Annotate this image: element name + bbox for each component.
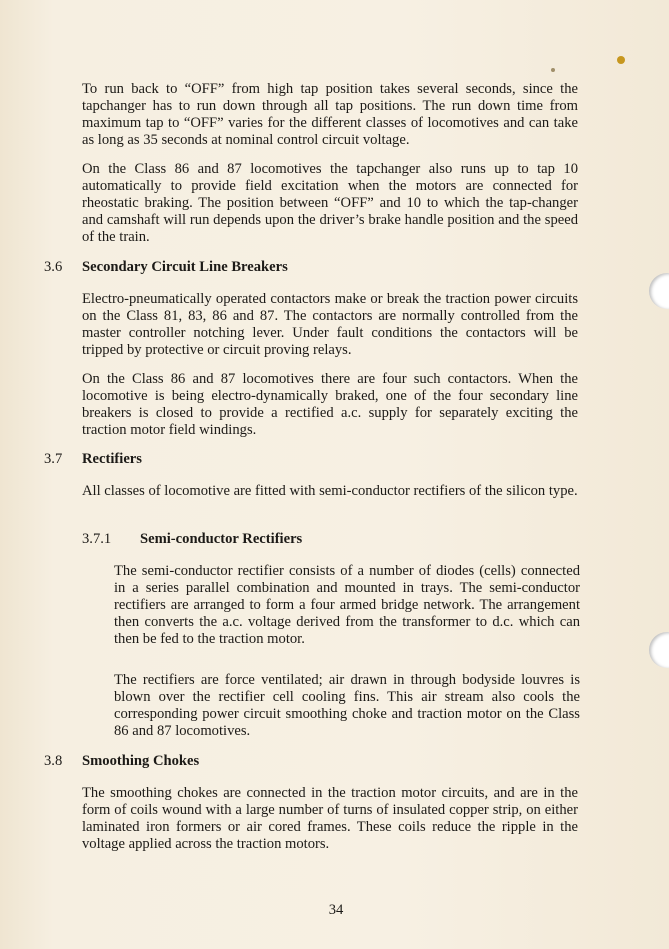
section-number: 3.8 bbox=[44, 753, 63, 769]
section-title: Semi-conductor Rectifiers bbox=[140, 531, 303, 547]
paragraph-run-back: To run back to “OFF” from high tap position takes several seconds, since the tapchanger has to run down through all tap positions. The run down time from maximum tap to “OFF” varies for the different classes of locomotives and can take as long as 35 seconds at nominal control circuit voltage. bbox=[82, 81, 578, 148]
section-title: Secondary Circuit Line Breakers bbox=[82, 259, 288, 275]
section-title: Rectifiers bbox=[82, 451, 142, 467]
section-number: 3.7.1 bbox=[82, 531, 112, 547]
paragraph-semi-conductor-1: The semi-conductor rectifier consists of a number of diodes (cells) connected in a series parallel combination and mounted in trays. The semi-conductor rectifiers are arranged to form a four armed bridge network. The arrangement then converts the a.c. voltage derived from the transformer to d.c. which can then be fed to the traction motor. bbox=[114, 563, 580, 647]
paragraph-class-86-87-tapchanger: On the Class 86 and 87 locomotives the tapchanger also runs up to tap 10 automatically to provide field excitation when the motors are connected for rheostatic braking. The position between “OFF” and 10 to which the tap-changer and camshaft will run depends upon the driver’s brake handle position and the speed of the train. bbox=[82, 161, 578, 245]
binder-punch-hole bbox=[649, 273, 669, 309]
paragraph-rectifiers: All classes of locomotive are fitted with semi-conductor rectifiers of the silicon type. bbox=[82, 483, 578, 499]
paragraph-semi-conductor-2: The rectifiers are force ventilated; air drawn in through bodyside louvres is blown over the rectifier cell cooling fins. This air stream also cools the corresponding power circuit smoothing choke and traction motor on the Class 86 and 87 locomotives. bbox=[114, 672, 580, 739]
section-title: Smoothing Chokes bbox=[82, 753, 200, 769]
section-number: 3.7 bbox=[44, 451, 63, 467]
section-number: 3.6 bbox=[44, 259, 63, 275]
paragraph-line-breakers-2: On the Class 86 and 87 locomotives there are four such contactors. When the locomotive is being electro-dynamically braked, one of the four secondary line breakers is closed to provide a rectified a.c. supply for separately exciting the traction motor field windings. bbox=[82, 371, 578, 438]
ink-speck bbox=[551, 68, 555, 72]
paragraph-line-breakers-1: Electro-pneumatically operated contactors make or break the traction power circuits on the Class 81, 83, 86 and 87. The contactors are normally controlled from the master controller notching lever. Under fault conditions the contactors will be tripped by protective or circuit proving relays. bbox=[82, 291, 578, 358]
ink-speck bbox=[617, 56, 625, 64]
paragraph-smoothing-chokes: The smoothing chokes are connected in the traction motor circuits, and are in the form of coils wound with a large number of turns of insulated copper strip, on either laminated iron formers or air cored frames. These coils reduce the ripple in the voltage applied across the traction motors. bbox=[82, 785, 578, 852]
binder-punch-hole bbox=[649, 632, 669, 668]
page-number: 34 bbox=[328, 902, 344, 918]
